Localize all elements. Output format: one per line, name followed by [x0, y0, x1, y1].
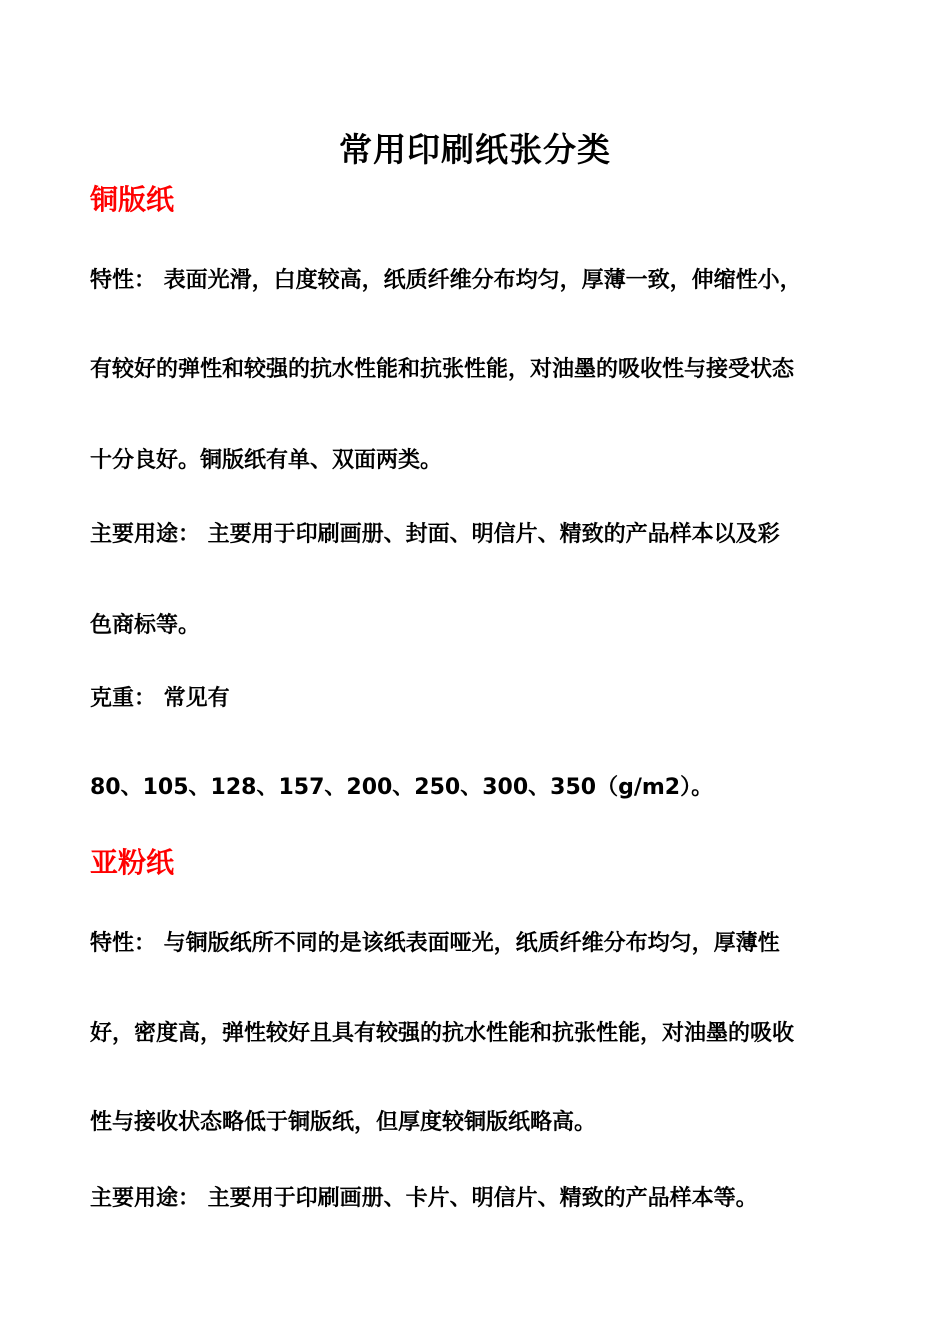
body-text-line: 80、105、128、157、200、250、300、350（g/m2）。 — [90, 775, 714, 800]
section-heading-matte-paper: 亚粉纸 — [90, 846, 175, 879]
body-text-line: 特性： 与铜版纸所不同的是该纸表面哑光，纸质纤维分布均匀，厚薄性 — [90, 931, 780, 956]
body-text-line: 性与接收状态略低于铜版纸，但厚度较铜版纸略高。 — [90, 1110, 597, 1135]
body-text-line: 主要用途： 主要用于印刷画册、卡片、明信片、精致的产品样本等。 — [90, 1186, 758, 1211]
body-text-line: 特性： 表面光滑，白度较高，纸质纤维分布均匀，厚薄一致，伸缩性小， — [90, 268, 802, 293]
section-heading-coated-paper: 铜版纸 — [90, 183, 175, 216]
body-text-line: 克重： 常见有 — [90, 686, 230, 711]
page-title: 常用印刷纸张分类 — [339, 130, 611, 169]
body-text-line: 主要用途： 主要用于印刷画册、封面、明信片、精致的产品样本以及彩 — [90, 522, 780, 547]
body-text-line: 有较好的弹性和较强的抗水性能和抗张性能，对油墨的吸收性与接受状态 — [90, 357, 795, 382]
body-text-line: 十分良好。铜版纸有单、双面两类。 — [90, 448, 443, 473]
body-text-line: 好，密度高，弹性较好且具有较强的抗水性能和抗张性能，对油墨的吸收 — [90, 1021, 795, 1046]
body-text-line: 色商标等。 — [90, 613, 201, 638]
